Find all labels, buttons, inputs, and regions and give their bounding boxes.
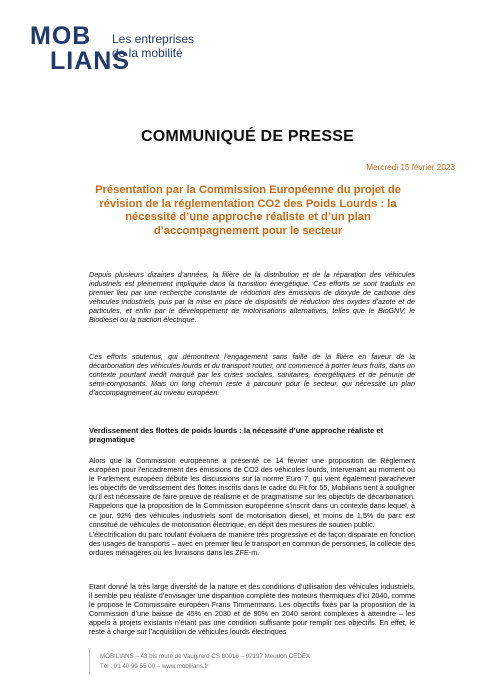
logo-wordmark-line1: MOB	[30, 22, 92, 50]
intro-paragraph-1: Depuis plusieurs dizaines d’années, la filière de la distribution et de la réparation des véhicules industriels est pleinement impliquée dans la transition énergétique. Ces efforts se sont traduits en premier lieu par une recherche constante de réduction des émissions de dioxyde de carbone des véhicules industriels, puis par la mise en place de dispositifs de réduction des oxydes d’azote et de particules, et enfin par le développement de motorisations alternatives, telles que le BioGNV, le Biodiesel ou la traction électrique.	[89, 270, 415, 325]
footer-address: MOBILIANS – 43 bis route de Vaugirard CS 80016 – 92197 Meudon CEDEX	[100, 653, 311, 660]
logo-tagline-line2: de la mobilité	[112, 46, 183, 60]
footer-divider	[89, 649, 90, 675]
body-paragraph-1: Alors que la Commission européenne a présenté ce 14 février une proposition de Règlement européen pour l’encadrement des émissions de CO2 des véhicules lourds, intervenant au moment où le Parlement européen débute les discussions sur la norme Euro 7, qui vient également parachever les objectifs de verdissement des flottes inscrits dans le cadre du Fit for 55, Mobilians tient à souligner qu’il est nécessaire de faire preuve de réalisme et de pragmatisme sur les objectifs de décarbonation. Rappelons que la proposition de la Commission européenne s’inscrit dans un contexte dans lequel, à ce jour, 92% des véhicules industriels sont de motorisation diesel, et moins de 1,5% du parc est constitué de véhicules de motorisation électrique, en dépit des mesures de soutien public.	[89, 456, 415, 529]
footer	[100, 652, 310, 672]
body-paragraph-2: L’électrification du parc roulant évoluera de manière très progressive et de façon disparate en fonction des usages de transports – avec en premier lieu le transport en commun de personnes, la collecte des ordures ménagères ou les livraisons dans les ZFE-m.	[89, 530, 416, 558]
logo-wordmark-line2: LIANS	[50, 47, 130, 75]
release-date: Mercredi 15 février 2023	[366, 163, 455, 172]
headline: Présentation par la Commission Européenne du projet de révision de la réglementation CO2 des Poids Lourds : la nécessité d’une approche réaliste et d’un plan d’accompagnement pour le secteur	[95, 184, 401, 237]
logo-tagline-line1: Les entreprises	[112, 32, 195, 46]
mobilians-logo	[30, 24, 210, 76]
logo-tagline	[112, 32, 194, 60]
press-release-title: COMMUNIQUÉ DE PRESSE	[141, 128, 354, 145]
intro-paragraph-2: Ces efforts soutenus, qui démontrent l’engagement sans faille de la filière en faveur de la décarbonation des véhicules lourds et du transport routier, ont commencé à porter leurs fruits, dans un contexte pourtant inédit marqué par les crises sociales, sanitaires, énergétiques et de pénurie de semi-composants. Mais un long chemin reste à parcourir pour le secteur, qui nécessite un plan d’accompagnement au niveau européen.	[89, 352, 415, 398]
section-heading: Verdissement des flottes de poids lourds : la nécessité d’une approche réaliste et pragmatique	[89, 426, 384, 445]
footer-contact: Tél : 01 40 99 55 00 – www.mobilians.fr	[100, 663, 209, 670]
body-paragraph-3: Etant donné la très large diversité de la nature et des conditions d’utilisation des véhicules industriels, il semble peu réaliste d’envisager une disparition complète des moteurs thermiques d’ici 2040, comme le propose le Commissaire européen Frans Timmermans. Les objectifs fixés par la proposition de la Commission d’une baisse de 45% en 2030 et de 90% en 2040 seront complexes à atteindre – les appels à projets existants n’étant pas une condition suffisante pour remplir ces objectifs. En effet, le reste à charge sur l’acquisition de véhicules lourds électriques	[89, 582, 415, 637]
